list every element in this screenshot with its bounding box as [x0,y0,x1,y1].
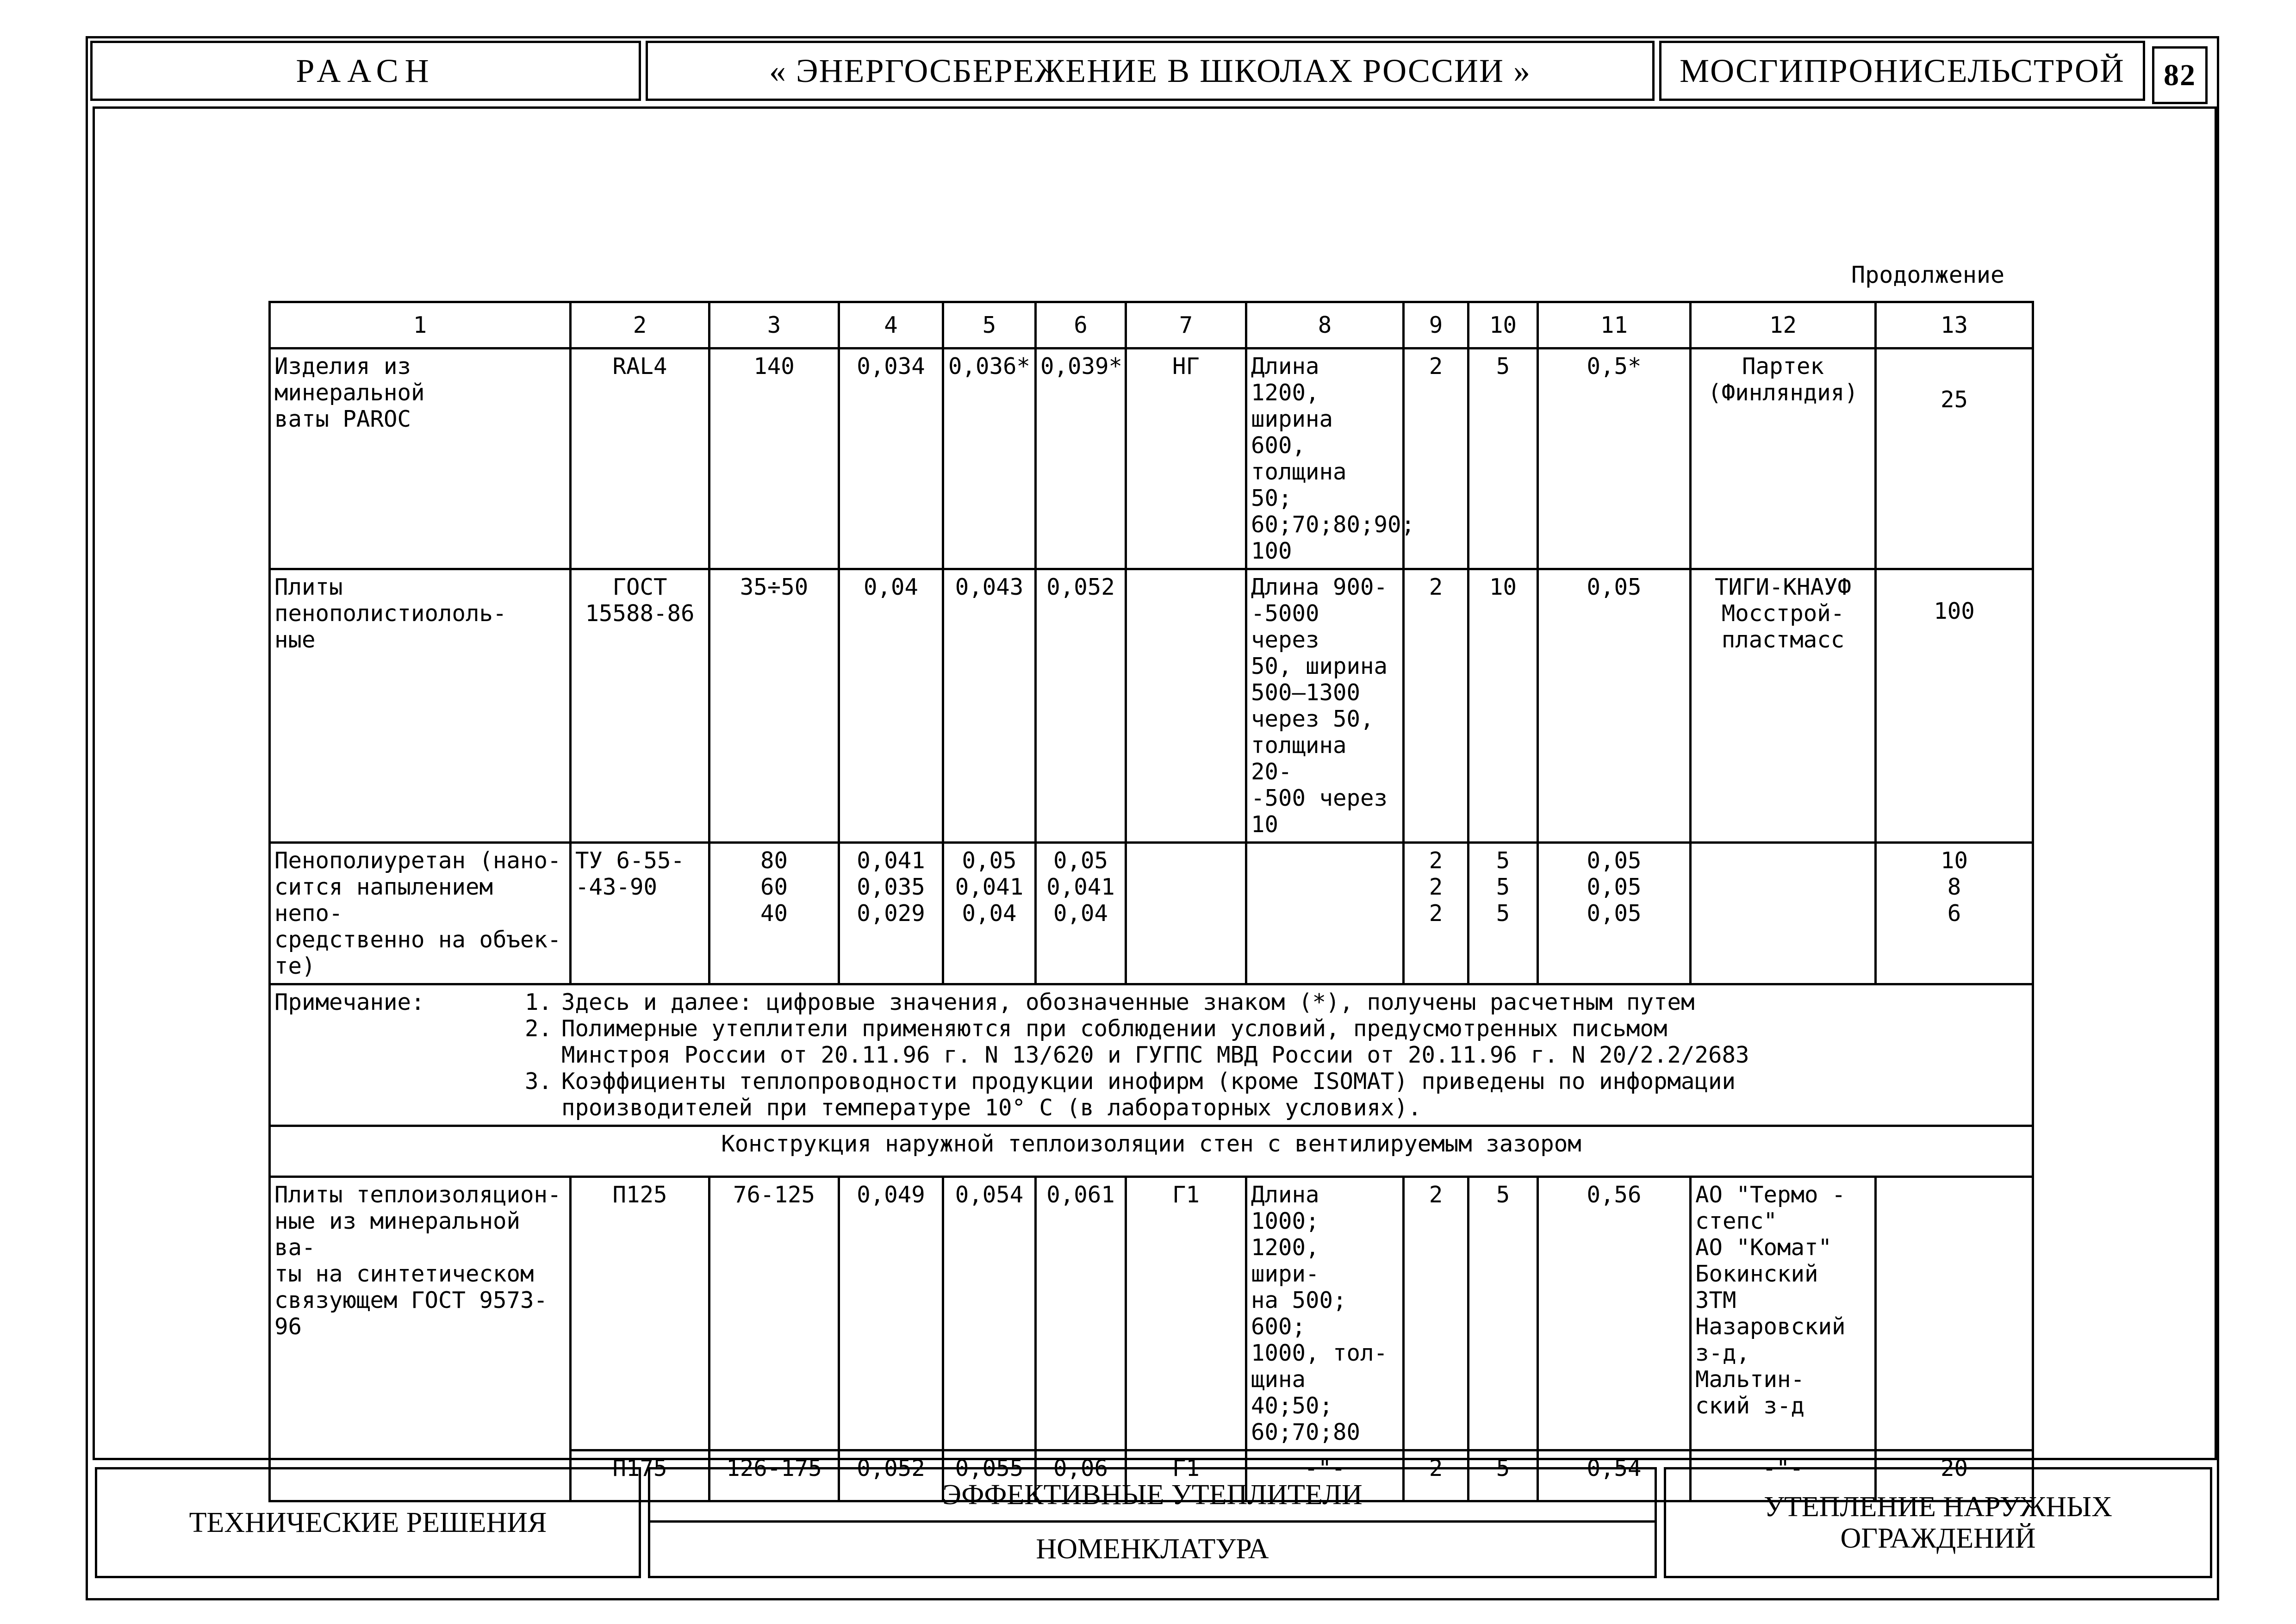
conductivity-a: 0,055 [943,1450,1036,1501]
conductivity-a: 0,054 [943,1177,1036,1450]
dimensions: -"- [1246,1450,1404,1501]
material-name: Плиты пенополистиололь- ные [270,569,571,843]
table-row [270,843,2033,984]
col13-value: 100 [1876,569,2033,843]
col-number: 6 [1036,302,1126,348]
flammability [1126,843,1246,984]
col-number: 10 [1468,302,1538,348]
conductivity-b: 0,039* [1036,348,1126,569]
conductivity-b: 0,052 [1036,569,1126,843]
section-title: Конструкция наружной теплоизоляции стен с вентилируемым зазором [270,1126,2033,1177]
col11-value: 0,05 [1538,569,1691,843]
dimensions: Длина 1000; 1200, шири- на 500; 600; 1000, тол- щина 40;50; 60;70;80 [1246,1177,1404,1450]
footer-section-label: ТЕХНИЧЕСКИЕ РЕШЕНИЯ [95,1467,641,1578]
flammability: Г1 [1126,1450,1246,1501]
header-title: « ЭНЕРГОСБЕРЕЖЕНИЕ В ШКОЛАХ РОССИИ » [646,41,1655,101]
conductivity-b: 0,061 [1036,1177,1126,1450]
flammability [1126,569,1246,843]
conductivity-dry: 0,052 [839,1450,943,1501]
density: 76-125 [709,1177,839,1450]
col9-value: 2 [1404,569,1468,843]
note-label: Примечание: [274,989,425,1015]
material-name: Изделия из минеральной ваты PAROC [270,348,571,569]
manufacturer: ТИГИ-КНАУФ Мосстрой- пластмасс [1691,569,1876,843]
col-number: 12 [1691,302,1876,348]
table-row [270,1177,2033,1450]
col9-value: 2 [1404,1177,1468,1450]
col10-value: 10 [1468,569,1538,843]
manufacturer: Партек (Финляндия) [1691,348,1876,569]
page-number: 82 [2152,46,2208,104]
col-number: 4 [839,302,943,348]
footer-subtopic: НОМЕНКЛАТУРА [648,1520,1657,1578]
density: 80 60 40 [709,843,839,984]
note-item [515,1015,1778,1068]
note-number: 2. [524,1015,552,1042]
material-brand: П125 [571,1177,709,1450]
col-number: 2 [571,302,709,348]
col-number: 3 [709,302,839,348]
manufacturer: АО "Термо - степс" АО "Комат" Бокинский ЗТМ Назаровский з-д, Мальтин- ский з-д [1691,1177,1876,1450]
col11-value: 0,5* [1538,348,1691,569]
col11-value: 0,05 0,05 0,05 [1538,843,1691,984]
material-brand: RAL4 [571,348,709,569]
continuation-label: Продолжение [1851,261,2005,288]
footer-chapter [1664,1467,2212,1578]
density: 126-175 [709,1450,839,1501]
col-number: 1 [270,302,571,348]
footer-chapter-line2: ОГРАЖДЕНИЙ [1840,1523,2036,1554]
table-row [270,348,2033,569]
note-text: Здесь и далее: цифровые значения, обозначенные знаком (*), получены расчетным путем [561,989,1695,1015]
dimensions [1246,843,1404,984]
col11-value: 0,56 [1538,1177,1691,1450]
note-item [515,989,1778,1015]
note-item [515,1068,1778,1121]
note-number: 1. [524,989,552,1015]
col10-value: 5 [1468,348,1538,569]
conductivity-a: 0,05 0,041 0,04 [943,843,1036,984]
conductivity-b: 0,06 [1036,1450,1126,1501]
col13-value: 20 [1876,1450,2033,1501]
col-number: 8 [1246,302,1404,348]
material-brand: ГОСТ 15588-86 [571,569,709,843]
table-row [270,569,2033,843]
conductivity-b: 0,05 0,041 0,04 [1036,843,1126,984]
footer-topic: ЭФФЕКТИВНЫЕ УТЕПЛИТЕЛИ [648,1467,1657,1523]
material-name: Плиты теплоизоляцион- ные из минеральной ва- ты на синтетическом связующем ГОСТ 9573-96 [270,1177,571,1501]
conductivity-a: 0,043 [943,569,1036,843]
col-number: 11 [1538,302,1691,348]
col9-value: 2 [1404,1450,1468,1501]
dimensions: Длина 900- -5000 через 50, ширина 500–1300 через 50, толщина 20- -500 через 10 [1246,569,1404,843]
material-name: Пенополиуретан (нано- сится напылением непо- средственно на объек- те) [270,843,571,984]
flammability: НГ [1126,348,1246,569]
conductivity-dry: 0,034 [839,348,943,569]
col13-value: 10 8 6 [1876,843,2033,984]
note-text: Полимерные утеплители применяются при соблюдении условий, предусмотренных письмом Минстроя России от 20.11.96 г. N 13/620 и ГУГПС МВД России от 20.11.96 г. N 20/2.2/2683 [561,1015,1749,1068]
col10-value: 5 5 5 [1468,843,1538,984]
density: 35÷50 [709,569,839,843]
note-cell [270,984,2033,1126]
conductivity-dry: 0,041 0,035 0,029 [839,843,943,984]
manufacturer: -"- [1691,1450,1876,1501]
material-brand: П175 [571,1450,709,1501]
col-number: 9 [1404,302,1468,348]
column-number-row [270,302,2033,348]
conductivity-dry: 0,04 [839,569,943,843]
dimensions: Длина 1200, ширина 600, толщина 50; 60;70;80;90; 100 [1246,348,1404,569]
col10-value: 5 [1468,1177,1538,1450]
col13-value: 25 [1876,348,2033,569]
col10-value: 5 [1468,1450,1538,1501]
note-number: 3. [524,1068,552,1095]
col-number: 5 [943,302,1036,348]
section-header-row [270,1126,2033,1177]
manufacturer [1691,843,1876,984]
header-institute: МОСГИПРОНИСЕЛЬСТРОЙ [1659,41,2145,101]
flammability: Г1 [1126,1177,1246,1450]
conductivity-dry: 0,049 [839,1177,943,1450]
note-text: Коэффициенты теплопроводности продукции инофирм (кроме ISOMAT) приведены по информации производителей при температуре 10° С (в лабораторных условиях). [561,1068,1736,1121]
col9-value: 2 [1404,348,1468,569]
col-number: 13 [1876,302,2033,348]
col9-value: 2 2 2 [1404,843,1468,984]
density: 140 [709,348,839,569]
conductivity-a: 0,036* [943,348,1036,569]
col-number: 7 [1126,302,1246,348]
col13-value [1876,1177,2033,1450]
material-brand: ТУ 6-55- -43-90 [571,843,709,984]
materials-table [268,301,2034,1502]
note-row [270,984,2033,1126]
header-org: РААСН [90,41,641,101]
col11-value: 0,54 [1538,1450,1691,1501]
footer-chapter-line1: УТЕПЛЕНИЕ НАРУЖНЫХ [1764,1491,2112,1523]
